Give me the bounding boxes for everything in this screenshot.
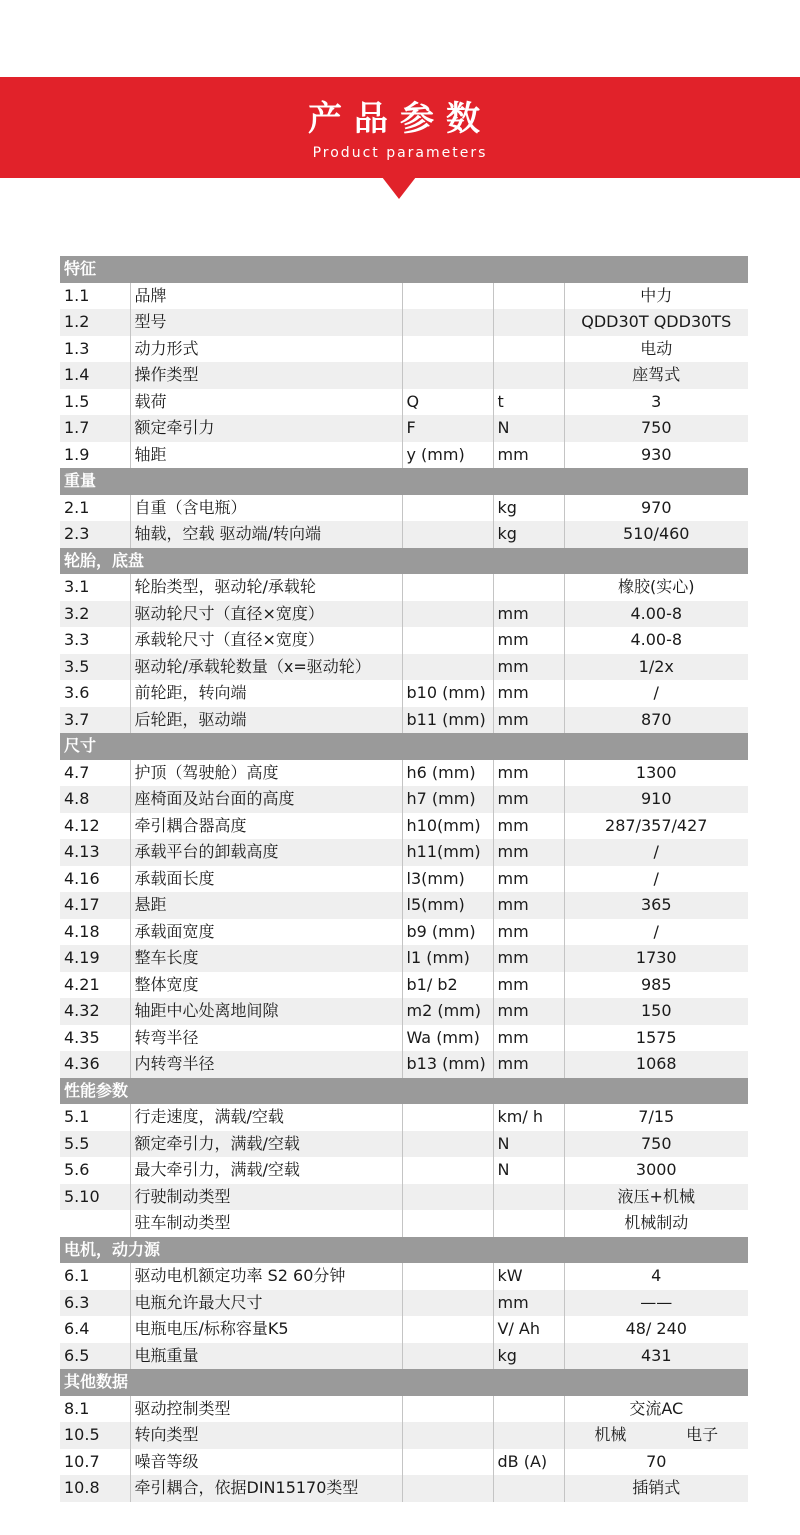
row-number: 1.9 <box>64 444 90 464</box>
row-number: 4.32 <box>60 998 130 1025</box>
param-symbol <box>402 309 493 336</box>
table-row <box>60 1396 748 1423</box>
param-unit: N <box>493 415 564 442</box>
param-symbol: l5(mm) <box>402 892 493 919</box>
param-name: 动力形式 <box>130 336 402 363</box>
param-value: 431 <box>564 1343 748 1370</box>
param-value: / <box>564 866 748 893</box>
section-title: 电机，动力源 <box>60 1237 748 1264</box>
param-name: 电瓶重量 <box>130 1343 402 1370</box>
row-number: 8.1 <box>64 1398 90 1418</box>
param-value: 930 <box>564 442 748 469</box>
table-row <box>60 1422 748 1449</box>
table-row <box>60 892 748 919</box>
param-symbol <box>402 654 493 681</box>
row-number: 5.1 <box>64 1107 90 1127</box>
param-name: 品牌 <box>130 283 402 310</box>
table-row <box>60 945 748 972</box>
param-unit: mm <box>493 1290 564 1317</box>
param-name: 承载轮尺寸（直径×宽度） <box>130 627 402 654</box>
row-number: 5.6 <box>64 1160 90 1180</box>
param-value: 座驾式 <box>564 362 748 389</box>
row-number: 6.4 <box>64 1319 90 1339</box>
param-value: 510/460 <box>564 521 748 548</box>
param-unit: mm <box>493 866 564 893</box>
param-symbol <box>402 1263 493 1290</box>
param-name: 电瓶电压/标称容量K5 <box>130 1316 402 1343</box>
param-value: 1300 <box>564 760 748 787</box>
header-banner <box>0 77 800 178</box>
table-row <box>60 1131 748 1158</box>
section-title: 重量 <box>60 468 748 495</box>
param-symbol <box>402 1316 493 1343</box>
table-row <box>60 1025 748 1052</box>
param-name: 牵引耦合器高度 <box>130 813 402 840</box>
param-symbol: b11 (mm) <box>402 707 493 734</box>
param-value: 中力 <box>564 283 748 310</box>
row-number: 10.7 <box>64 1451 100 1471</box>
table-row <box>60 309 748 336</box>
table-row <box>60 919 748 946</box>
param-name: 噪音等级 <box>130 1449 402 1476</box>
table-row <box>60 574 748 601</box>
row-number: 5.10 <box>60 1184 130 1211</box>
param-unit <box>493 283 564 310</box>
row-number: 3.6 <box>64 683 90 703</box>
param-value: 970 <box>564 495 748 522</box>
row-number: 6.1 <box>64 1266 90 1286</box>
param-unit <box>493 1396 564 1423</box>
param-symbol: l1 (mm) <box>402 945 493 972</box>
section-header <box>60 733 748 760</box>
row-number: 4.16 <box>64 868 100 888</box>
section-title: 轮胎，底盘 <box>60 548 748 575</box>
param-unit: km/ h <box>493 1104 564 1131</box>
param-unit: dB (A) <box>493 1449 564 1476</box>
table-row <box>60 336 748 363</box>
param-name: 承载面长度 <box>130 866 402 893</box>
param-unit: mm <box>493 839 564 866</box>
param-name: 驱动轮/承载轮数量（x=驱动轮） <box>130 654 402 681</box>
table-row <box>60 866 748 893</box>
param-value: QDD30T QDD30TS <box>564 309 748 336</box>
row-number: 4.19 <box>60 945 130 972</box>
param-name: 自重（含电瓶） <box>130 495 402 522</box>
param-value: 4.00-8 <box>564 627 748 654</box>
param-symbol: b13 (mm) <box>402 1051 493 1078</box>
param-symbol <box>402 283 493 310</box>
row-number: 1.7 <box>60 415 130 442</box>
param-symbol <box>402 1396 493 1423</box>
param-value: 750 <box>564 1131 748 1158</box>
parameters-table-body <box>60 256 748 1502</box>
table-row <box>60 972 748 999</box>
table-row <box>60 1263 748 1290</box>
param-name: 座椅面及站台面的高度 <box>130 786 402 813</box>
param-unit: mm <box>493 813 564 840</box>
param-value: / <box>564 680 748 707</box>
table-row <box>60 680 748 707</box>
param-unit: N <box>493 1157 564 1184</box>
param-symbol <box>402 1422 493 1449</box>
section-title: 特征 <box>60 256 748 283</box>
param-name: 型号 <box>130 309 402 336</box>
row-number: 2.1 <box>64 497 90 517</box>
param-unit <box>493 1184 564 1211</box>
param-value: 3 <box>564 389 748 416</box>
param-unit: mm <box>493 627 564 654</box>
param-value: 750 <box>564 415 748 442</box>
param-symbol <box>402 1449 493 1476</box>
table-row <box>60 415 748 442</box>
row-number: 10.5 <box>60 1422 130 1449</box>
table-row <box>60 283 748 310</box>
param-unit: mm <box>493 760 564 787</box>
param-unit: kg <box>493 495 564 522</box>
param-unit: kg <box>493 1343 564 1370</box>
param-unit <box>493 1210 564 1237</box>
param-value: 电动 <box>564 336 748 363</box>
param-value: 287/357/427 <box>564 813 748 840</box>
param-name: 驱动轮尺寸（直径×宽度） <box>130 601 402 628</box>
param-name: 承载面宽度 <box>130 919 402 946</box>
param-name: 前轮距，转向端 <box>130 680 402 707</box>
table-row <box>60 495 748 522</box>
param-value: / <box>564 919 748 946</box>
param-name: 整体宽度 <box>130 972 402 999</box>
param-value: 机械制动 <box>564 1210 748 1237</box>
param-name: 悬距 <box>130 892 402 919</box>
param-symbol <box>402 1184 493 1211</box>
param-unit: mm <box>493 442 564 469</box>
row-number: 4.18 <box>64 921 100 941</box>
page-subtitle: Product parameters <box>312 145 488 161</box>
param-symbol <box>402 627 493 654</box>
param-name: 额定牵引力，满载/空载 <box>130 1131 402 1158</box>
param-name: 轴载，空载 驱动端/转向端 <box>130 521 402 548</box>
param-symbol <box>402 574 493 601</box>
section-header <box>60 1237 748 1264</box>
row-number: 1.4 <box>60 362 130 389</box>
param-symbol: b1/ b2 <box>402 972 493 999</box>
param-value: 1730 <box>564 945 748 972</box>
param-value: 橡胶(实心) <box>564 574 748 601</box>
param-name: 载荷 <box>130 389 402 416</box>
table-row <box>60 760 748 787</box>
param-value: 液压+机械 <box>564 1184 748 1211</box>
param-value: 150 <box>564 998 748 1025</box>
param-unit: mm <box>493 972 564 999</box>
param-symbol: h11(mm) <box>402 839 493 866</box>
param-symbol <box>402 1131 493 1158</box>
row-number: 3.5 <box>60 654 130 681</box>
table-row <box>60 1475 748 1502</box>
row-number: 4.35 <box>64 1027 100 1047</box>
param-value <box>564 1422 748 1449</box>
param-symbol <box>402 1475 493 1502</box>
param-name: 承载平台的卸载高度 <box>130 839 402 866</box>
param-unit: mm <box>493 707 564 734</box>
param-name: 最大牵引力，满载/空载 <box>130 1157 402 1184</box>
param-unit: kW <box>493 1263 564 1290</box>
param-name: 后轮距，驱动端 <box>130 707 402 734</box>
param-unit: N <box>493 1131 564 1158</box>
row-number: 3.7 <box>60 707 130 734</box>
row-number: 1.2 <box>60 309 130 336</box>
page-title: 产品参数 <box>308 99 492 139</box>
param-unit: mm <box>493 654 564 681</box>
param-symbol <box>402 1104 493 1131</box>
param-unit <box>493 336 564 363</box>
table-row <box>60 442 748 469</box>
param-value: / <box>564 839 748 866</box>
param-value: 1/2x <box>564 654 748 681</box>
banner-pointer <box>382 177 416 199</box>
param-unit: t <box>493 389 564 416</box>
param-name: 护顶（驾驶舱）高度 <box>130 760 402 787</box>
param-value: 365 <box>564 892 748 919</box>
param-name: 牵引耦合，依据DIN15170类型 <box>130 1475 402 1502</box>
row-number: 5.5 <box>60 1131 130 1158</box>
section-header <box>60 1078 748 1105</box>
param-symbol: F <box>402 415 493 442</box>
param-symbol <box>402 601 493 628</box>
table-row <box>60 1210 748 1237</box>
param-value: 1575 <box>564 1025 748 1052</box>
param-name: 内转弯半径 <box>130 1051 402 1078</box>
param-symbol: Q <box>402 389 493 416</box>
param-value: 插销式 <box>564 1475 748 1502</box>
param-name: 转向类型 <box>130 1422 402 1449</box>
row-number: 4.13 <box>60 839 130 866</box>
param-symbol <box>402 521 493 548</box>
param-value: 4.00-8 <box>564 601 748 628</box>
param-value: 870 <box>564 707 748 734</box>
param-symbol: h7 (mm) <box>402 786 493 813</box>
row-number: 3.3 <box>64 630 90 650</box>
table-row <box>60 813 748 840</box>
param-value: 交流AC <box>564 1396 748 1423</box>
param-unit: mm <box>493 892 564 919</box>
param-unit: mm <box>493 786 564 813</box>
table-row <box>60 521 748 548</box>
row-number: 4.17 <box>60 892 130 919</box>
param-value: 985 <box>564 972 748 999</box>
row-number: 1.5 <box>64 391 90 411</box>
param-name: 轴距 <box>130 442 402 469</box>
param-value: 1068 <box>564 1051 748 1078</box>
param-name: 驱动控制类型 <box>130 1396 402 1423</box>
table-row <box>60 627 748 654</box>
param-unit <box>493 1422 564 1449</box>
row-number: 6.5 <box>60 1343 130 1370</box>
table-row <box>60 654 748 681</box>
table-row <box>60 1184 748 1211</box>
param-name: 整车长度 <box>130 945 402 972</box>
param-value: 7/15 <box>564 1104 748 1131</box>
param-symbol: b10 (mm) <box>402 680 493 707</box>
param-unit: mm <box>493 919 564 946</box>
param-symbol <box>402 362 493 389</box>
param-unit <box>493 362 564 389</box>
param-symbol <box>402 1157 493 1184</box>
param-symbol <box>402 1210 493 1237</box>
param-symbol <box>402 495 493 522</box>
param-symbol: y (mm) <box>402 442 493 469</box>
row-number: 3.2 <box>60 601 130 628</box>
param-name: 额定牵引力 <box>130 415 402 442</box>
param-value-option: 机械 <box>594 1425 627 1445</box>
row-number: 4.12 <box>64 815 100 835</box>
row-number: 4.7 <box>64 762 90 782</box>
section-header <box>60 548 748 575</box>
param-name: 驱动电机额定功率 S2 60分钟 <box>130 1263 402 1290</box>
table-row <box>60 786 748 813</box>
param-unit <box>493 574 564 601</box>
table-row <box>60 1051 748 1078</box>
param-value: —— <box>564 1290 748 1317</box>
row-number: 4.8 <box>60 786 130 813</box>
table-row <box>60 1157 748 1184</box>
param-symbol: m2 (mm) <box>402 998 493 1025</box>
table-row <box>60 389 748 416</box>
table-row <box>60 1343 748 1370</box>
param-name: 轮胎类型，驱动轮/承载轮 <box>130 574 402 601</box>
param-name: 操作类型 <box>130 362 402 389</box>
table-row <box>60 1290 748 1317</box>
param-symbol: Wa (mm) <box>402 1025 493 1052</box>
parameters-table <box>60 256 748 1502</box>
param-symbol: h6 (mm) <box>402 760 493 787</box>
table-row <box>60 998 748 1025</box>
row-number: 3.1 <box>64 577 90 597</box>
param-symbol: l3(mm) <box>402 866 493 893</box>
row-number: 2.3 <box>60 521 130 548</box>
param-name: 转弯半径 <box>130 1025 402 1052</box>
param-value: 48/ 240 <box>564 1316 748 1343</box>
param-unit: mm <box>493 1025 564 1052</box>
row-number: 4.36 <box>60 1051 130 1078</box>
param-symbol <box>402 1290 493 1317</box>
param-value: 70 <box>564 1449 748 1476</box>
param-name: 行驶制动类型 <box>130 1184 402 1211</box>
table-row <box>60 601 748 628</box>
param-name: 电瓶允许最大尺寸 <box>130 1290 402 1317</box>
param-value: 910 <box>564 786 748 813</box>
param-unit: mm <box>493 945 564 972</box>
section-title: 尺寸 <box>60 733 748 760</box>
param-name: 驻车制动类型 <box>130 1210 402 1237</box>
param-unit: V/ Ah <box>493 1316 564 1343</box>
param-unit <box>493 309 564 336</box>
table-row <box>60 1449 748 1476</box>
param-unit: mm <box>493 998 564 1025</box>
table-row <box>60 362 748 389</box>
param-unit: mm <box>493 601 564 628</box>
table-row <box>60 1316 748 1343</box>
table-row <box>60 1104 748 1131</box>
param-unit <box>493 1475 564 1502</box>
param-name: 轴距中心处离地间隙 <box>130 998 402 1025</box>
row-number: 6.3 <box>60 1290 130 1317</box>
param-value: 4 <box>564 1263 748 1290</box>
section-title: 性能参数 <box>60 1078 748 1105</box>
section-header <box>60 1369 748 1396</box>
param-symbol: h10(mm) <box>402 813 493 840</box>
row-number: 4.21 <box>64 974 100 994</box>
section-title: 其他数据 <box>60 1369 748 1396</box>
param-symbol <box>402 1343 493 1370</box>
param-name: 行走速度，满载/空载 <box>130 1104 402 1131</box>
row-number: 1.3 <box>64 338 90 358</box>
table-row <box>60 839 748 866</box>
row-number: 10.8 <box>60 1475 130 1502</box>
table-row <box>60 707 748 734</box>
section-header <box>60 256 748 283</box>
param-value: 3000 <box>564 1157 748 1184</box>
row-number <box>60 1210 130 1237</box>
section-header <box>60 468 748 495</box>
param-value-option: 电子 <box>686 1425 719 1445</box>
row-number: 1.1 <box>64 285 90 305</box>
param-symbol: b9 (mm) <box>402 919 493 946</box>
param-unit: kg <box>493 521 564 548</box>
param-symbol <box>402 336 493 363</box>
param-unit: mm <box>493 680 564 707</box>
param-unit: mm <box>493 1051 564 1078</box>
